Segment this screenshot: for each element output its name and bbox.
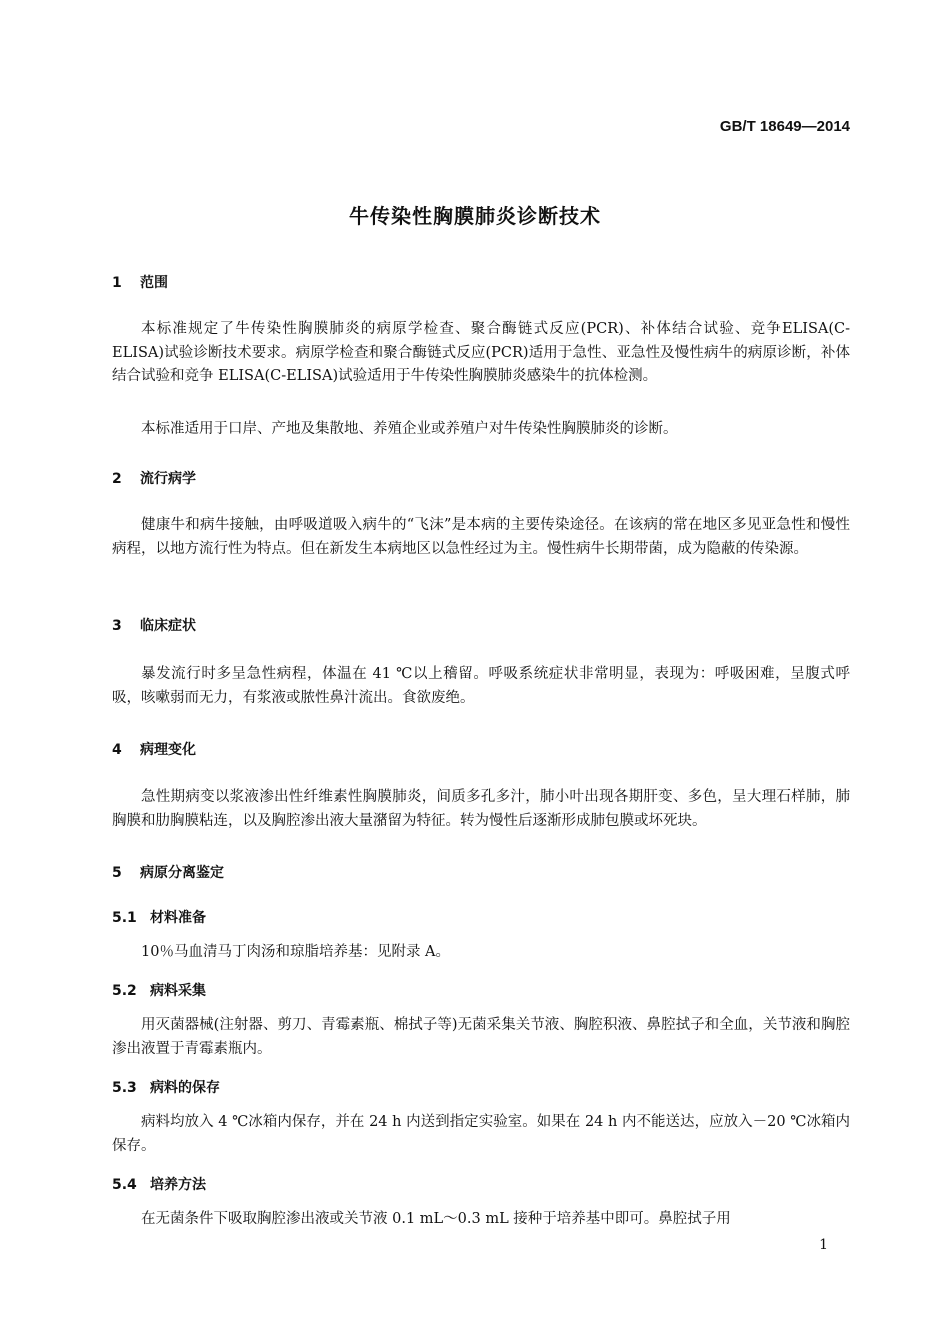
section-number: 3 — [112, 618, 122, 634]
section-5-3-heading — [112, 1077, 220, 1097]
section-title: 病理变化 — [140, 742, 196, 758]
section-5-2-heading — [112, 980, 206, 1000]
page-number: 1 — [819, 1237, 828, 1253]
section-number: 1 — [112, 275, 122, 291]
subsection-title: 病料采集 — [150, 983, 206, 999]
section-5-2-paragraph: 用灭菌器械(注射器、剪刀、青霉素瓶、棉拭子等)无菌采集关节液、胸腔积液、鼻腔拭子和全血，关节液和胸腔渗出液置于青霉素瓶内。 — [112, 1017, 850, 1057]
section-5-heading — [112, 862, 224, 882]
section-title: 流行病学 — [140, 471, 196, 487]
section-5-1-heading — [112, 907, 206, 927]
section-4-paragraph-1: 急性期病变以浆液渗出性纤维素性胸膜肺炎，间质多孔多汁，肺小叶出现各期肝变、多色，呈大理石样肺，肺胸膜和肋胸膜粘连，以及胸腔渗出液大量潴留为特征。转为慢性后逐渐形成肺包膜或坏死块。 — [112, 789, 850, 829]
subsection-title: 材料准备 — [150, 910, 206, 926]
subsection-number: 5.2 — [112, 983, 137, 999]
subsection-title: 病料的保存 — [150, 1080, 220, 1096]
section-5-3-paragraph: 病料均放入 4 ℃冰箱内保存，并在 24 h 内送到指定实验室。如果在 24 h 内不能送达，应放入－20 ℃冰箱内保存。 — [112, 1114, 850, 1154]
document-title: 牛传染性胸膜肺炎诊断技术 — [349, 204, 601, 228]
subsection-number: 5.4 — [112, 1177, 137, 1193]
section-number: 4 — [112, 742, 122, 758]
section-5-4-paragraph: 在无菌条件下吸取胸腔渗出液或关节液 0.1 mL～0.3 mL 接种于培养基中即可。鼻腔拭子用 — [141, 1211, 731, 1227]
subsection-number: 5.3 — [112, 1080, 137, 1096]
section-1-paragraph-2: 本标准适用于口岸、产地及集散地、养殖企业或养殖户对牛传染性胸膜肺炎的诊断。 — [141, 421, 678, 437]
section-2-heading — [112, 468, 196, 488]
section-number: 5 — [112, 865, 122, 881]
section-3-paragraph-1: 暴发流行时多呈急性病程，体温在 41 ℃以上稽留。呼吸系统症状非常明显，表现为：呼吸困难，呈腹式呼吸，咳嗽弱而无力，有浆液或脓性鼻汁流出。食欲废绝。 — [112, 666, 850, 706]
section-3-heading — [112, 615, 196, 635]
section-1-heading — [112, 272, 168, 292]
section-title: 病原分离鉴定 — [140, 865, 224, 881]
section-5-4-heading — [112, 1174, 206, 1194]
section-title: 范围 — [140, 275, 168, 291]
section-title: 临床症状 — [140, 618, 196, 634]
section-number: 2 — [112, 471, 122, 487]
standard-number: GB/T 18649—2014 — [719, 118, 850, 135]
section-2-paragraph-1: 健康牛和病牛接触，由呼吸道吸入病牛的“飞沫”是本病的主要传染途径。在该病的常在地区多见亚急性和慢性病程，以地方流行性为特点。但在新发生本病地区以急性经过为主。慢性病牛长期带菌，成为隐蔽的传染源。 — [112, 517, 850, 557]
section-5-1-paragraph: 10％马血清马丁肉汤和琼脂培养基：见附录 A。 — [141, 944, 451, 960]
section-1-paragraph-1: 本标准规定了牛传染性胸膜肺炎的病原学检查、聚合酶链式反应(PCR)、补体结合试验、竞争ELISA(C-ELISA)试验诊断技术要求。病原学检查和聚合酶链式反应(PCR)适用于急性、亚急性及慢性病牛的病原诊断，补体结合试验和竞争 ELISA(C-ELISA)试验适用于牛传染性胸膜肺炎感染牛的抗体检测。 — [112, 321, 850, 384]
section-4-heading — [112, 739, 196, 759]
subsection-title: 培养方法 — [150, 1177, 206, 1193]
subsection-number: 5.1 — [112, 910, 137, 926]
